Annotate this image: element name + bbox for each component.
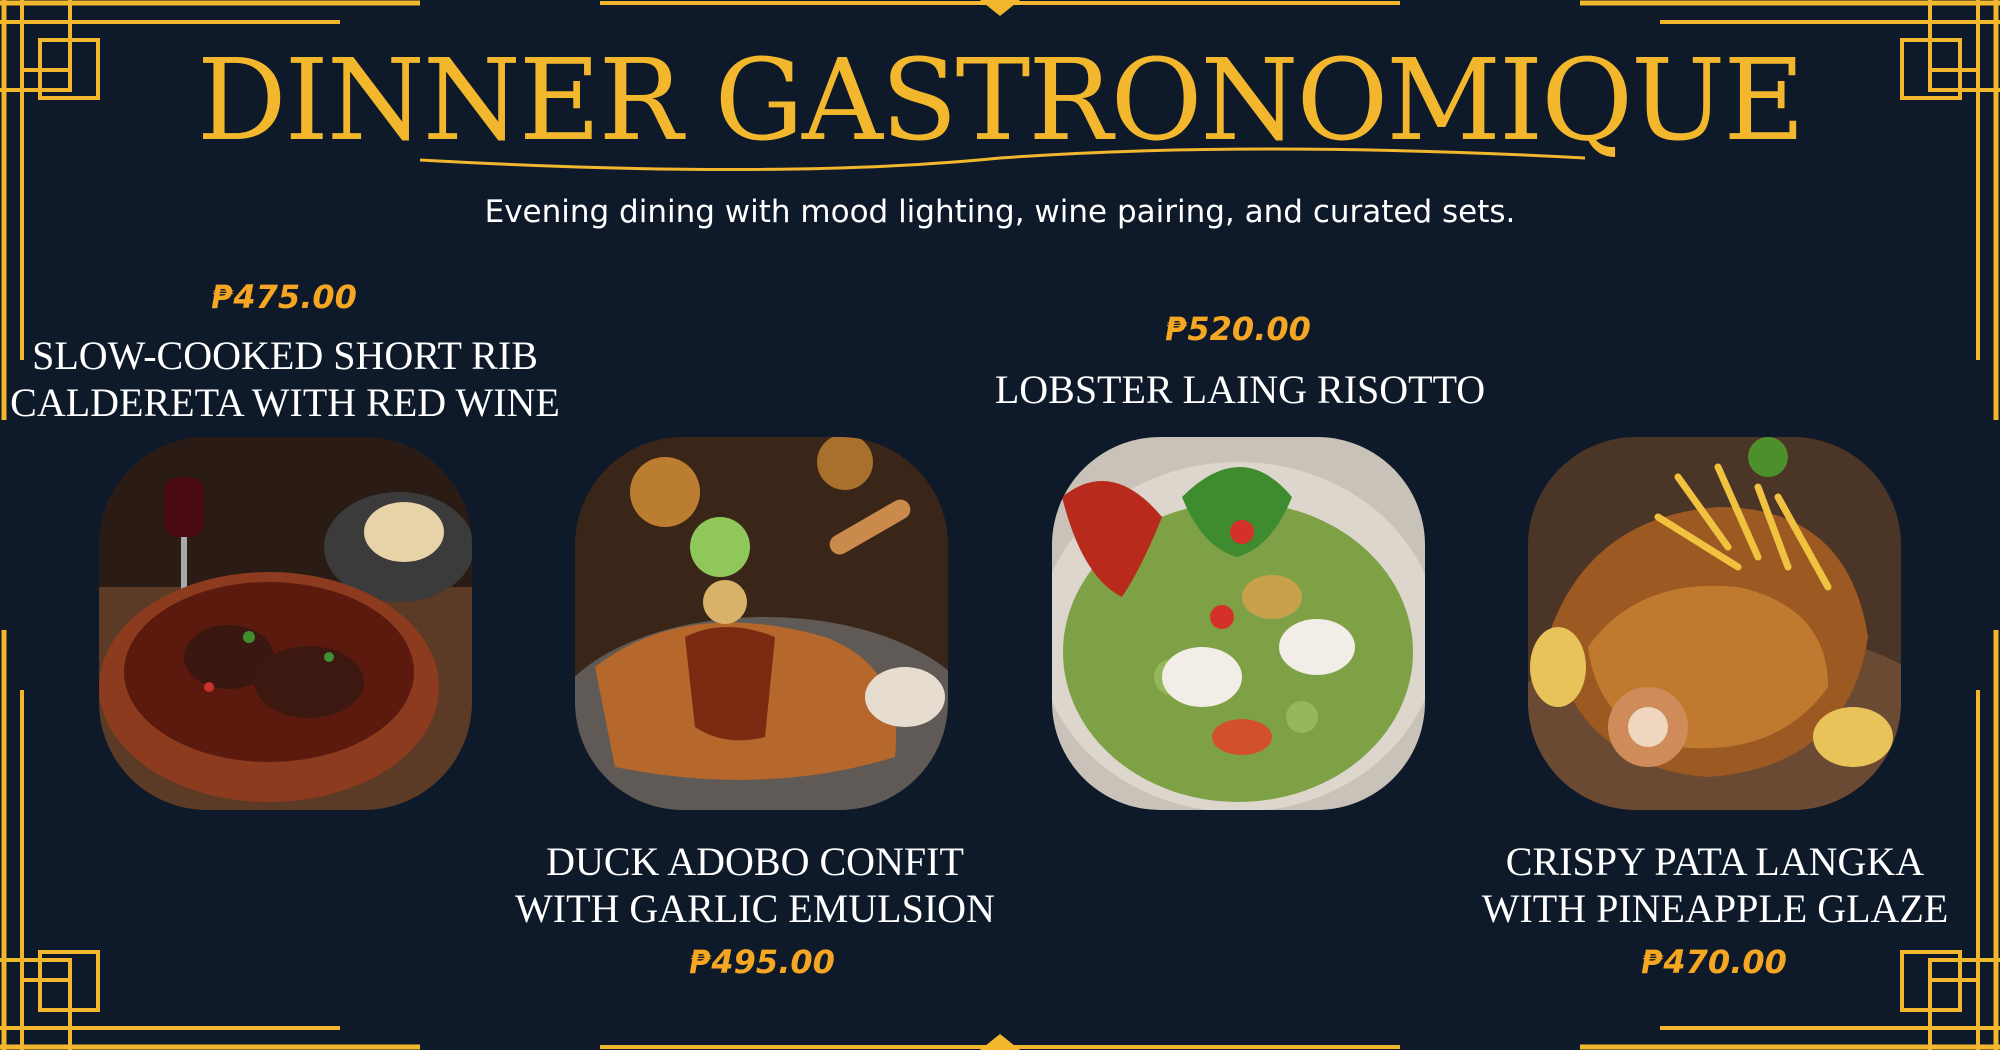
dish-price: ₱475.00 — [211, 278, 357, 316]
dish-name — [0, 332, 570, 426]
dish-name — [1455, 838, 1975, 932]
dish-name — [500, 838, 1010, 932]
dish-name-line: CRISPY PATA LANGKA — [1505, 839, 1925, 884]
short-rib-caldereta-photo — [99, 437, 472, 810]
dish-price: ₱470.00 — [1641, 943, 1787, 981]
dish-name-line: WITH PINEAPPLE GLAZE — [1481, 886, 1949, 932]
dish-name-line: CALDERETA WITH RED WINE — [10, 380, 560, 426]
dish-price: ₱495.00 — [689, 943, 835, 981]
dish-name-line: SLOW-COOKED SHORT RIB — [32, 333, 538, 378]
dish-name-line: DUCK ADOBO CONFIT — [546, 839, 964, 884]
dish-name-line: LOBSTER LAING RISOTTO — [994, 367, 1486, 412]
dish-price: ₱520.00 — [1165, 310, 1311, 348]
crispy-pata-photo — [1528, 437, 1901, 810]
page-title: DINNER GASTRONOMIQUE — [196, 36, 1804, 166]
page-subtitle: Evening dining with mood lighting, wine pairing, and curated sets. — [484, 194, 1516, 230]
duck-adobo-photo — [575, 437, 948, 810]
dish-name — [960, 366, 1520, 413]
dish-name-line: WITH GARLIC EMULSION — [515, 886, 995, 932]
lobster-risotto-photo — [1052, 437, 1425, 810]
